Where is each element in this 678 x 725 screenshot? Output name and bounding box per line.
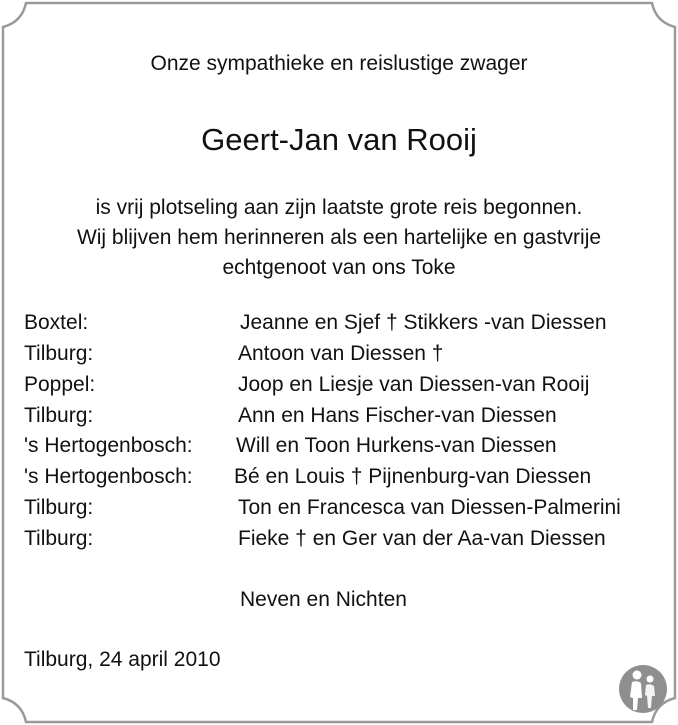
relative-place: Boxtel: (24, 311, 89, 334)
relative-names: Bé en Louis † Pijnenburg-van Diessen (234, 465, 592, 488)
relative-place: Tilburg: (24, 496, 94, 519)
relative-row (24, 404, 664, 434)
signoff: Neven en Nichten (240, 588, 407, 611)
relative-names: Jeanne en Sjef † Stikkers -van Diessen (240, 311, 607, 334)
relative-row (24, 465, 664, 495)
relative-names: Fieke † en Ger van der Aa-van Diessen (238, 527, 606, 550)
message-line: is vrij plotseling aan zijn laatste grote reis begonnen. (95, 196, 583, 219)
message-line: Wij blijven hem herinneren als een hartelijke en gastvrije (76, 226, 602, 249)
relative-names: Ton en Francesca van Diessen-Palmerini (238, 496, 621, 519)
relative-row (24, 373, 664, 403)
relative-place: 's Hertogenbosch: (24, 434, 193, 457)
relative-names: Ann en Hans Fischer-van Diessen (238, 404, 557, 427)
relative-row (24, 311, 664, 341)
relative-place: Tilburg: (24, 527, 94, 550)
dateline: Tilburg, 24 april 2010 (24, 648, 221, 671)
relative-place: Tilburg: (24, 342, 94, 365)
relative-names: Joop en Liesje van Diessen-van Rooij (238, 373, 590, 396)
relative-row (24, 496, 664, 526)
relative-row (24, 527, 664, 557)
message-line: echtgenoot van ons Toke (222, 256, 456, 279)
relative-place: Tilburg: (24, 404, 94, 427)
relative-names: Antoon van Diessen † (238, 342, 444, 365)
relative-place: Poppel: (24, 373, 96, 396)
relative-row (24, 342, 664, 372)
deceased-name: Geert-Jan van Rooij (201, 122, 477, 157)
relative-place: 's Hertogenbosch: (24, 465, 193, 488)
memorial-logo-icon (618, 664, 668, 714)
relative-names: Will en Toon Hurkens-van Diessen (236, 434, 557, 457)
relative-row (24, 434, 664, 464)
intro-line: Onze sympathieke en reislustige zwager (150, 52, 528, 75)
